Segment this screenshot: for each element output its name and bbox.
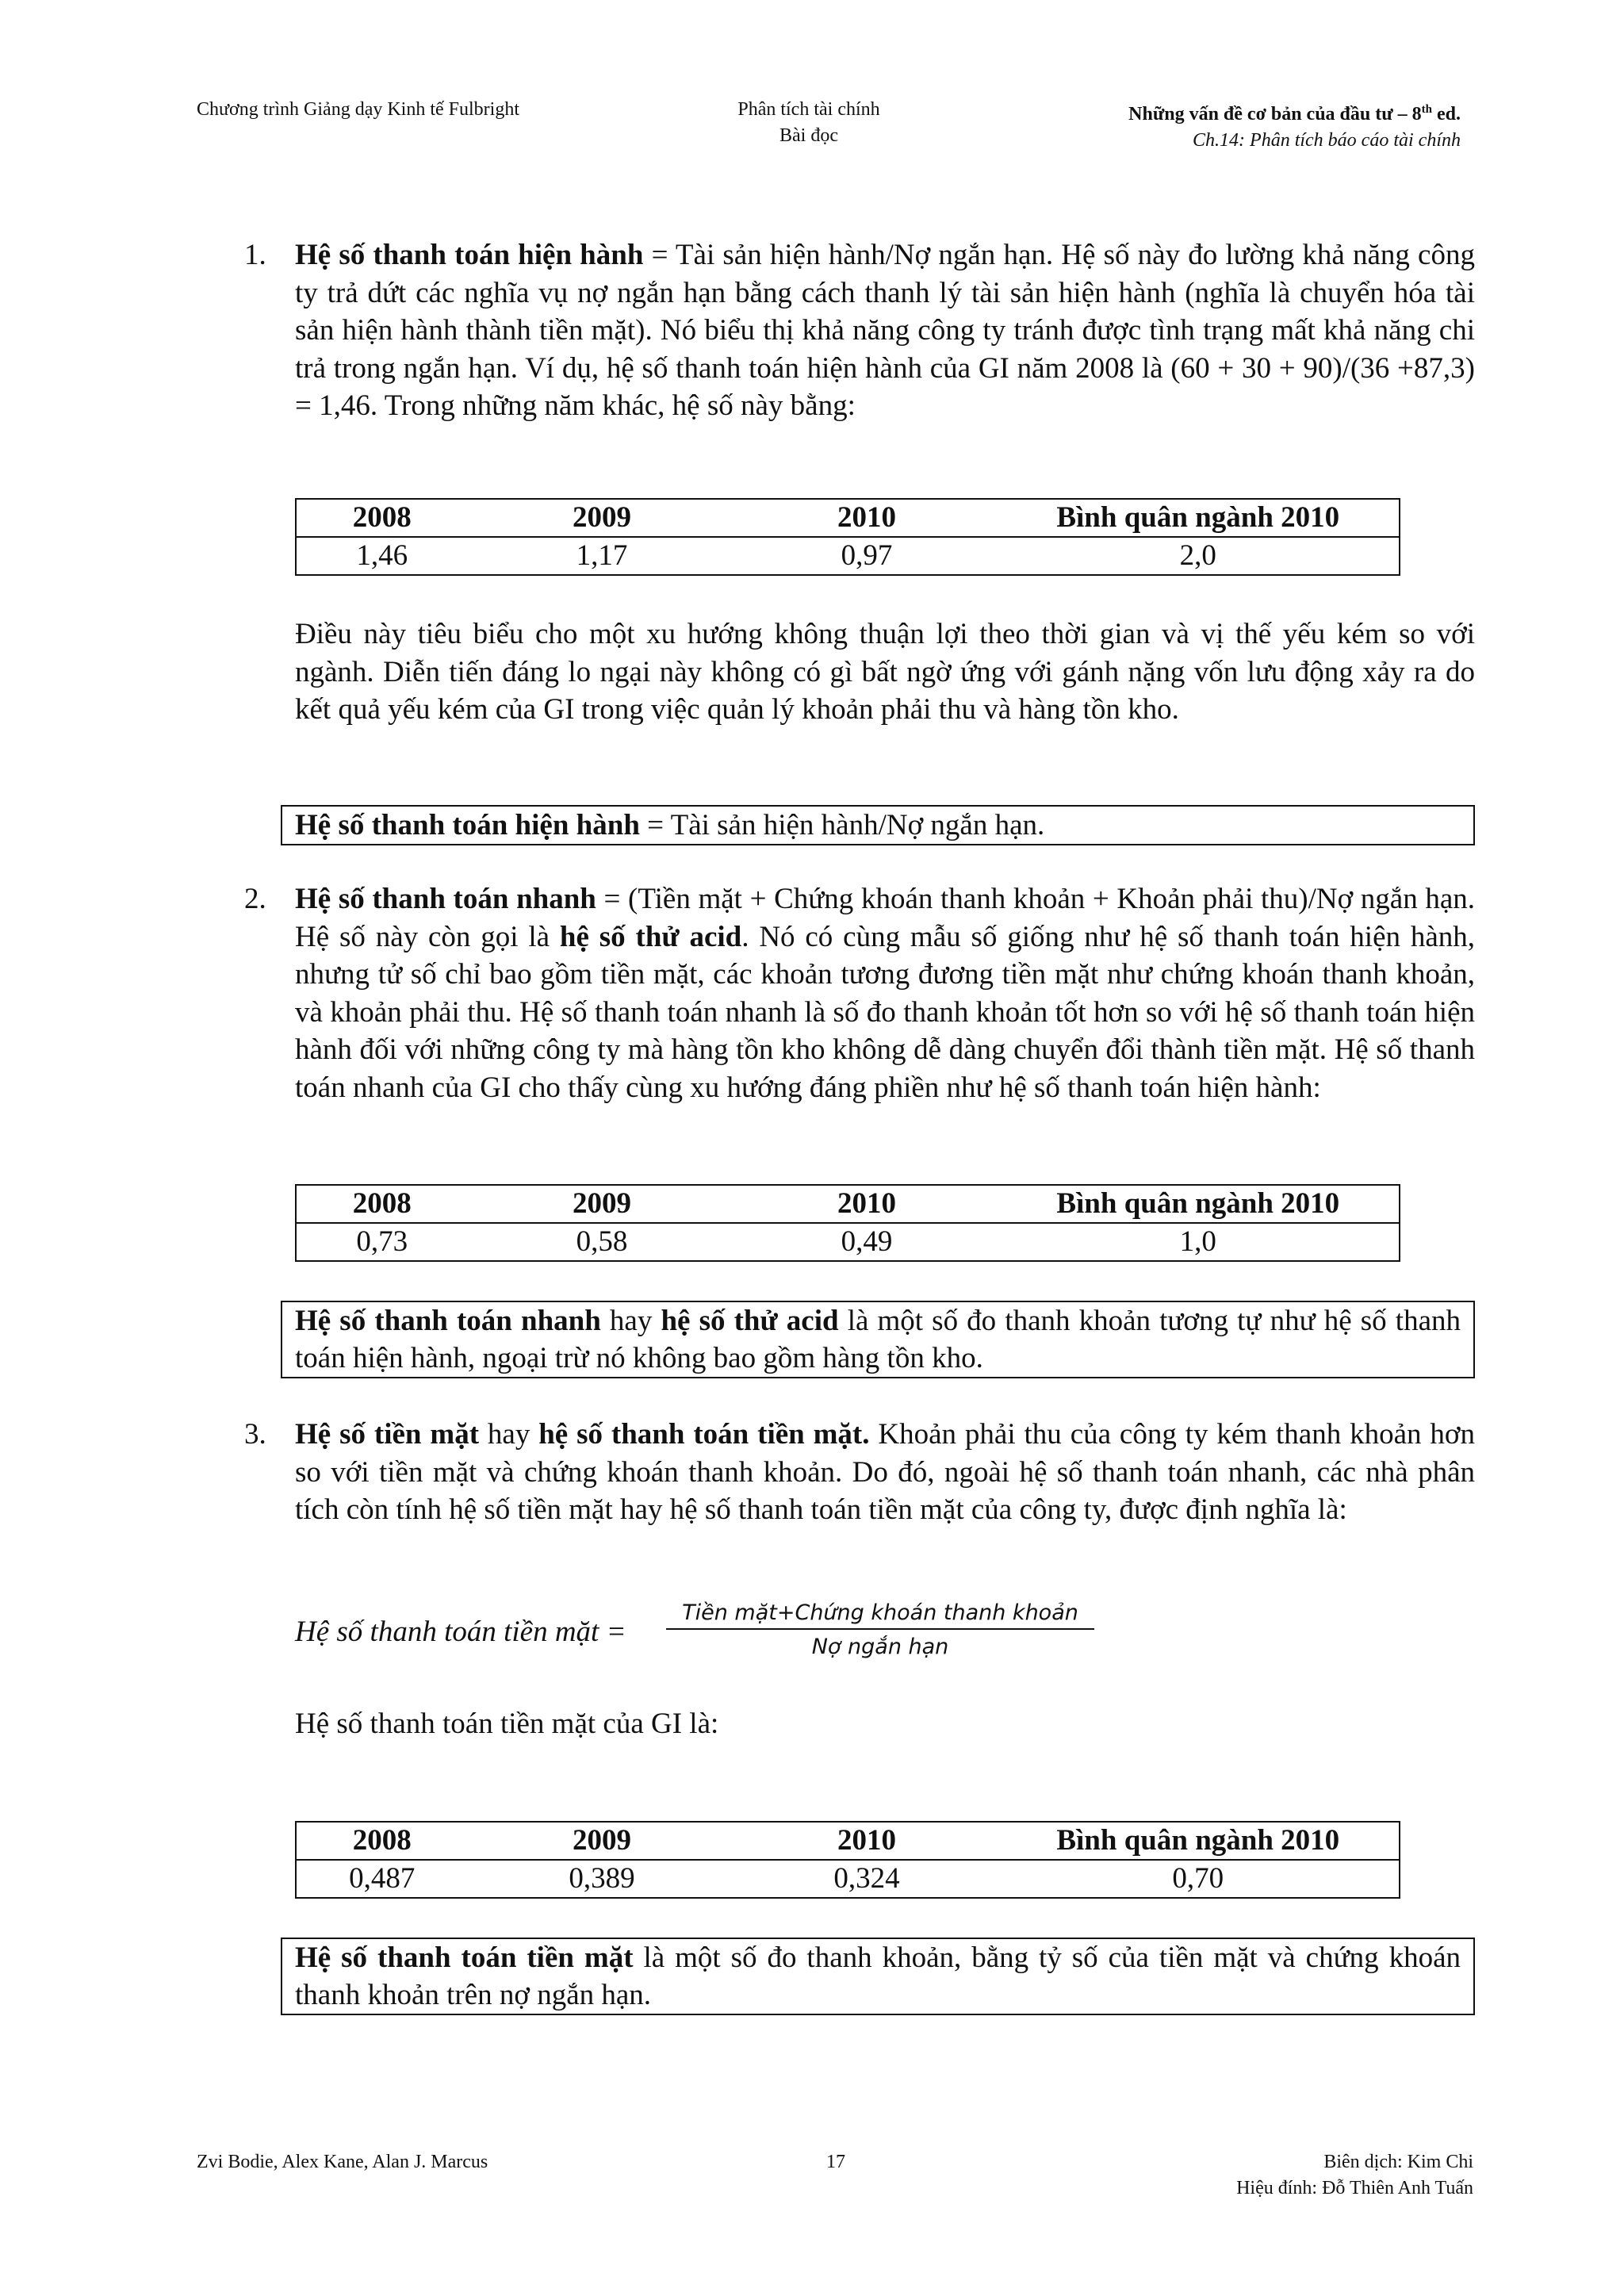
table-header: 2008 [296,1822,467,1860]
table-cell: 2,0 [1179,539,1216,572]
page-number: 17 [826,2152,845,2172]
table-cell: 0,97 [841,539,893,572]
cash-ratio-definition-box: Hệ số thanh toán tiền mặt là một số đo thanh khoản, bằng tỷ số của tiền mặt và chứng khoán thanh khoản trên nợ ngắn hạn. [281,1938,1475,2015]
header-book-title: Những vấn đề cơ bản của đầu tư – 8th ed. [1128,103,1461,125]
table-header: Bình quân ngành 2010 [998,1185,1400,1223]
header-institution: Chương trình Giảng dạy Kinh tế Fulbright [197,99,520,120]
current-ratio-definition-box: Hệ số thanh toán hiện hành = Tài sản hiện hành/Nợ ngắn hạn. [281,805,1475,845]
cash-ratio-formula-lhs: Hệ số thanh toán tiền mặt = [295,1616,626,1648]
footer-editor: Hiệu đính: Đỗ Thiên Anh Tuấn [1236,2178,1473,2198]
table-header: Bình quân ngành 2010 [998,1822,1400,1860]
table-cell: 0,70 [1172,1862,1224,1895]
header-course-type: Bài đọc [779,125,838,146]
header-course [714,97,904,149]
header-book [1128,97,1461,154]
footer-translator: Biên dịch: Kim Chi [1323,2152,1473,2172]
footer-credits [1236,2149,1473,2202]
table-cell: 1,17 [576,539,628,572]
section-1-number: 1. [244,239,266,271]
quick-ratio-definition-box: Hệ số thanh toán nhanh hay hệ số thử acid là một số đo thanh khoản tương tự như hệ số thanh toán hiện hành, ngoại trừ nó không bao gồm hàng tồn kho. [281,1301,1475,1378]
table-header: 2010 [736,499,997,537]
cash-ratio-fraction [666,1600,1094,1659]
table-header: 2009 [467,499,736,537]
table-cell: 0,73 [356,1225,408,1258]
table-cell: 1,46 [356,539,408,572]
table-cell: 0,324 [833,1862,900,1895]
table-header: 2010 [736,1185,997,1223]
table-header: 2008 [296,499,467,537]
section-1-commentary: Điều này tiêu biểu cho một xu hướng không thuận lợi theo thời gian và vị thế yếu kém so với ngành. Diễn tiến đáng lo ngại này không có gì bất ngờ ứng với gánh nặng vốn lưu động xảy ra do kết quả yếu kém của GI trong việc quản lý khoản phải thu và hàng tồn kho. [295,618,1475,726]
section-1-paragraph: Hệ số thanh toán hiện hành = Tài sản hiện hành/Nợ ngắn hạn. Hệ số này đo lường khả năng công ty trả dứt các nghĩa vụ nợ ngắn hạn bằng cách thanh lý tài sản hiện hành (nghĩa là chuyển hóa tài sản hiện hành thành tiền mặt). Nó biểu thị khả năng công ty tránh được tình trạng mất khả năng chi trả trong ngắn hạn. Ví dụ, hệ số thanh toán hiện hành của GI năm 2008 là (60 + 30 + 90)/(36 +87,3) = 1,46. Trong những năm khác, hệ số này bằng: [295,239,1475,422]
footer-authors: Zvi Bodie, Alex Kane, Alan J. Marcus [197,2152,488,2172]
table-cell: 0,49 [841,1225,893,1258]
current-ratio-table [295,498,1400,576]
fraction-denominator: Nợ ngắn hạn [811,1635,949,1659]
section-3-number: 3. [244,1418,266,1451]
table-header: 2010 [737,1822,998,1860]
section-2-paragraph: Hệ số thanh toán nhanh = (Tiền mặt + Chứng khoán thanh khoản + Khoản phải thu)/Nợ ngắn hạn. Hệ số này còn gọi là hệ số thử acid. Nó có cùng mẫu số giống như hệ số thanh toán hiện hành, nhưng tử số chỉ bao gồm tiền mặt, các khoản tương đương tiền mặt như chứng khoán thanh khoản, và khoản phải thu. Hệ số thanh toán nhanh là số đo thanh khoản tốt hơn so với hệ số thanh toán hiện hành đối với những công ty mà hàng tồn kho không dễ dàng chuyển đổi thành tiền mặt. Hệ số thanh toán nhanh của GI cho thấy cùng xu hướng đáng phiền như hệ số thanh toán hiện hành: [295,883,1476,1104]
table-cell: 0,487 [349,1862,416,1895]
table-header: 2009 [467,1822,736,1860]
table-cell: 0,389 [569,1862,635,1895]
section-3-paragraph: Hệ số tiền mặt hay hệ số thanh toán tiền mặt. Khoản phải thu của công ty kém thanh khoản hơn so với tiền mặt và chứng khoán thanh khoản. Do đó, ngoài hệ số thanh toán nhanh, các nhà phân tích còn tính hệ số tiền mặt hay hệ số thanh toán tiền mặt của công ty, được định nghĩa là: [295,1418,1475,1526]
header-chapter: Ch.14: Phân tích báo cáo tài chính [1193,130,1461,151]
table-cell: 0,58 [576,1225,628,1258]
section-3-intro: Hệ số thanh toán tiền mặt của GI là: [295,1708,719,1740]
table-header: 2008 [296,1185,467,1223]
table-cell: 1,0 [1179,1225,1216,1258]
section-2-number: 2. [244,883,266,915]
quick-ratio-table [295,1184,1400,1262]
fraction-numerator: Tiền mặt+Chứng khoán thanh khoản [666,1600,1094,1630]
cash-ratio-table [295,1821,1400,1899]
header-course-title: Phân tích tài chính [737,99,880,120]
table-header: Bình quân ngành 2010 [998,499,1400,537]
table-header: 2009 [467,1185,736,1223]
